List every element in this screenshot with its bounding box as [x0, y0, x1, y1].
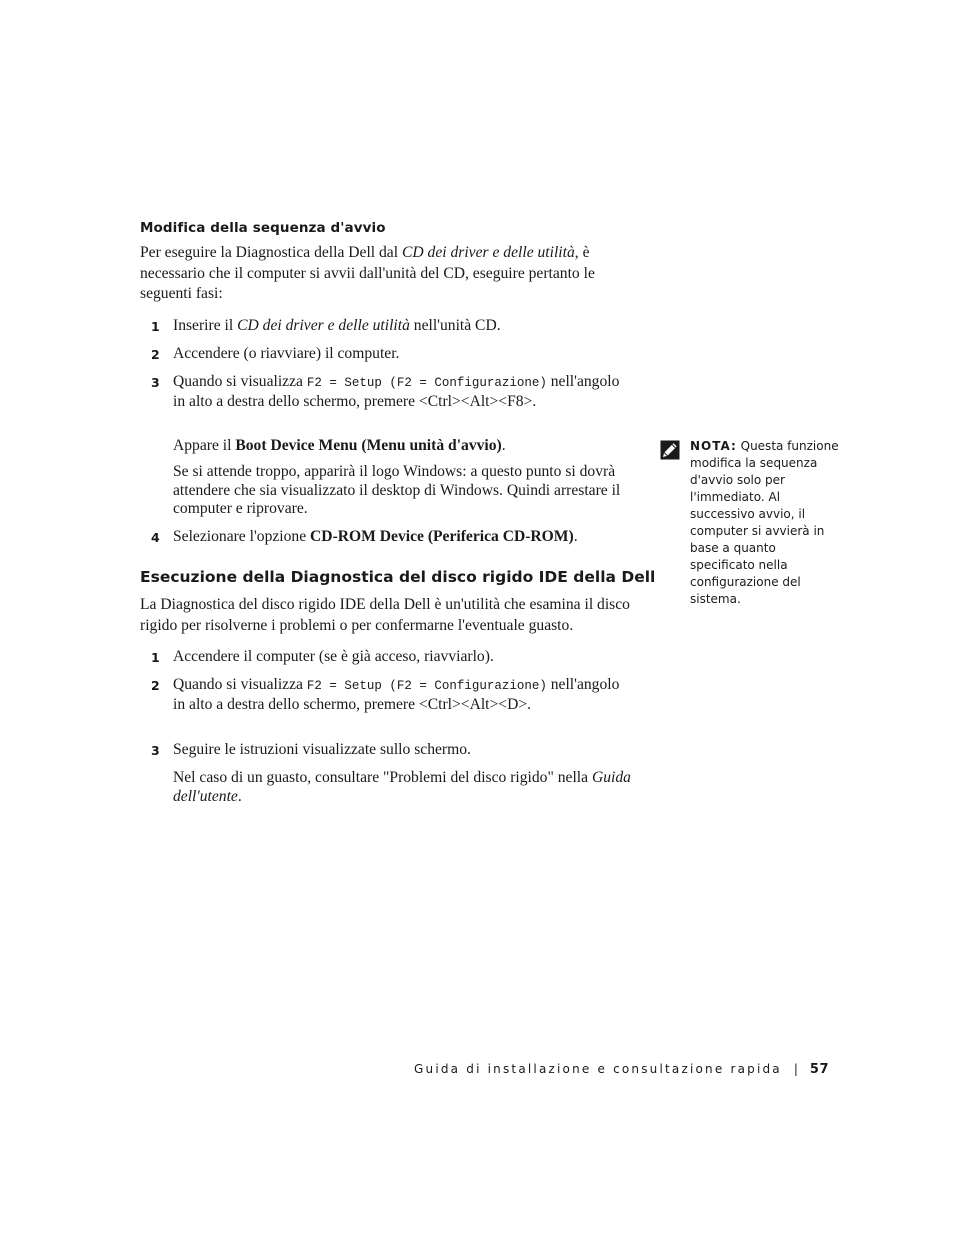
step-text: Selezionare l'opzione CD-ROM Device (Periferica CD-ROM).: [173, 528, 578, 545]
section-intro: La Diagnostica del disco rigido IDE della Dell è un'utilità che esamina il disco rigido per risolverne i problemi o per confermarne l'eventuale guasto.: [140, 596, 630, 634]
step-a-3: [140, 373, 632, 411]
cdrom-option: CD-ROM Device (Periferica CD-ROM): [310, 528, 574, 545]
step-number: 2: [151, 347, 160, 362]
note-pencil-icon: [660, 440, 680, 460]
step-b-3-extra: Nel caso di un guasto, consultare "Problemi del disco rigido" nella Guida dell'utente.: [173, 769, 631, 805]
code-text: F2 = Setup (F2 = Configurazione): [306, 679, 547, 693]
step-text: Quando si visualizza F2 = Setup (F2 = Configurazione) nell'angolo in alto a destra dello schermo, premere <Ctrl><Alt><F8>.: [173, 373, 620, 410]
step-text: Seguire le istruzioni visualizzate sullo schermo.: [173, 741, 471, 758]
step-a-2: [140, 345, 632, 364]
page-footer: [414, 1062, 829, 1077]
step-a-1: [140, 317, 632, 336]
note-box: [660, 438, 842, 608]
step-text: Accendere (o riavviare) il computer.: [173, 345, 400, 362]
step-text: Quando si visualizza F2 = Setup (F2 = Configurazione) nell'angolo in alto a destra dello schermo, premere <Ctrl><Alt><D>.: [173, 676, 620, 713]
intro-italic: CD dei driver e delle utilità: [401, 244, 575, 261]
step-text: Accendere il computer (se è già acceso, riavviarlo).: [173, 648, 494, 665]
step-b-1: [140, 648, 632, 667]
user-guide-title: Guida dell'utente: [173, 769, 631, 805]
step-text: Inserire il CD dei driver e delle utilità nell'unità CD.: [173, 317, 501, 334]
step-number: 3: [151, 375, 160, 390]
boot-menu-name: Boot Device Menu (Menu unità d'avvio): [235, 437, 502, 454]
step-number: 1: [151, 650, 160, 665]
step-b-3: [140, 741, 632, 760]
step-a-3-result: Appare il Boot Device Menu (Menu unità d'avvio).: [173, 437, 506, 454]
step-a-4: [140, 528, 632, 547]
note-body: Questa funzione modifica la sequenza d'avvio solo per l'immediato. Al successivo avvio, il computer si avvierà in base a quanto specificato nella configurazione del sistema.: [690, 439, 839, 606]
intro-paragraph: [140, 243, 632, 305]
section-title: Esecuzione della Diagnostica del disco rigido IDE della Dell: [140, 568, 656, 586]
step-a-3-warning: Se si attende troppo, apparirà il logo Windows: a questo punto si dovrà attendere che sia visualizzato il desktop di Windows. Quindi arrestare il computer e riprovare.: [173, 463, 621, 517]
note-label: NOTA:: [690, 439, 737, 453]
code-text: F2 = Setup (F2 = Configurazione): [306, 376, 547, 390]
page-number: 57: [809, 1062, 829, 1077]
intro-text: Per eseguire la Diagnostica della Dell dal: [140, 244, 402, 261]
step-b-2: [140, 676, 632, 714]
subsection-title: Modifica della sequenza d'avvio: [140, 220, 386, 236]
intro-text-end: , è necessario che il computer si avvii dall'unità del CD, eseguire pertanto le seguenti fasi:: [140, 244, 595, 302]
footer-title: Guida di installazione e consultazione rapida: [414, 1062, 782, 1076]
step-number: 3: [151, 743, 160, 758]
note-text: [690, 438, 842, 608]
step-number: 1: [151, 319, 160, 334]
step-number: 2: [151, 678, 160, 693]
footer-separator: |: [793, 1062, 798, 1076]
step-number: 4: [151, 530, 160, 545]
